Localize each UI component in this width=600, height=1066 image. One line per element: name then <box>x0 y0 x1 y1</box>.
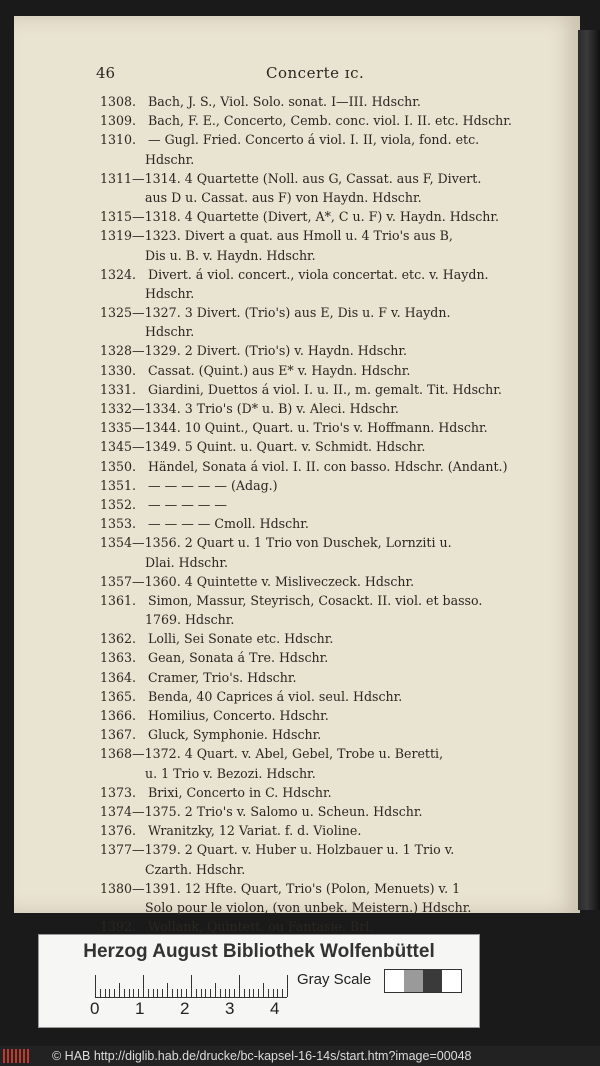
entry-continuation-line <box>100 898 542 917</box>
catalog-entry <box>100 572 542 591</box>
entry-text: Dlai. Hdschr. <box>145 554 228 570</box>
ruler-tick <box>153 989 154 997</box>
entry-number: 1362. <box>100 631 137 647</box>
gray-swatch <box>442 970 461 992</box>
entry-first-line <box>100 380 542 399</box>
entry-continuation-line <box>100 860 542 879</box>
entry-number: 1311—1314. <box>100 170 181 186</box>
entry-number: 1351. <box>100 477 137 493</box>
catalog-entry <box>100 495 542 514</box>
ruler-tick <box>119 983 120 997</box>
entry-number: 1309. <box>100 113 137 129</box>
entry-continuation-line <box>100 322 542 341</box>
entry-text: Gean, Sonata á Tre. Hdschr. <box>148 650 329 666</box>
catalog-entry <box>100 207 542 226</box>
catalog-entry <box>100 437 542 456</box>
ruler-tick <box>268 989 269 997</box>
entry-first-line <box>100 418 542 437</box>
catalog-entry <box>100 226 542 264</box>
ruler-tick <box>167 983 168 997</box>
entry-number: 1345—1349. <box>100 439 181 455</box>
library-name: Herzog August Bibliothek Wolfenbüttel <box>83 941 435 962</box>
catalog-entries <box>100 92 542 936</box>
catalog-entry <box>100 514 542 533</box>
entry-number: 1373. <box>100 784 137 800</box>
footer-copyright-link[interactable]: © HAB http://diglib.hab.de/drucke/bc-kapsel-16-14s/start.htm?image=00048 <box>52 1049 472 1063</box>
entry-first-line <box>100 207 542 226</box>
catalog-entry <box>100 130 542 168</box>
entry-number: 1367. <box>100 727 137 743</box>
ruler-tick <box>162 989 163 997</box>
entry-first-line <box>100 783 542 802</box>
entry-first-line <box>100 169 542 188</box>
ruler-tick <box>138 989 139 997</box>
entry-text: Simon, Massur, Steyrisch, Cosackt. II. viol. et basso. <box>148 592 483 608</box>
entry-number: 1364. <box>100 669 137 685</box>
catalog-entry <box>100 802 542 821</box>
ruler-tick <box>220 989 221 997</box>
catalog-entry <box>100 380 542 399</box>
hab-logo-icon <box>3 1049 29 1063</box>
entry-number: 1363. <box>100 650 137 666</box>
catalog-entry <box>100 399 542 418</box>
entry-number: 1310. <box>100 132 137 148</box>
ruler-tick <box>249 989 250 997</box>
entry-first-line <box>100 879 542 898</box>
catalog-entry <box>100 706 542 725</box>
entry-number: 1353. <box>100 516 137 532</box>
ruler-tick <box>258 989 259 997</box>
entry-text: Divert. á viol. concert., viola concertat. etc. v. Haydn. <box>148 266 489 282</box>
catalog-entry <box>100 265 542 303</box>
gray-swatch <box>423 970 442 992</box>
ruler-tick <box>100 989 101 997</box>
entry-number: 1332—1334. <box>100 401 181 416</box>
entry-number: 1352. <box>100 496 137 512</box>
entry-continuation-line <box>100 553 542 572</box>
entry-text: 10 Quint., Quart. u. Trio's v. Hoffmann. Hdschr. <box>184 420 488 436</box>
ruler-tick <box>201 989 202 997</box>
footer-bar <box>0 1046 600 1066</box>
ruler-tick <box>181 989 182 997</box>
page-edge <box>578 30 600 910</box>
entry-first-line <box>100 341 542 360</box>
catalog-entry <box>100 533 542 571</box>
entry-first-line <box>100 668 542 687</box>
entry-first-line <box>100 514 542 533</box>
ruler-tick <box>239 975 240 997</box>
ruler-tick <box>210 989 211 997</box>
entry-number: 1319—1323. <box>100 228 181 244</box>
ruler-tick <box>215 983 216 997</box>
entry-first-line <box>100 476 542 495</box>
entry-text: Hdschr. <box>145 285 195 301</box>
color-calibration-card <box>38 934 480 1028</box>
entry-first-line <box>100 706 542 725</box>
entry-number: 1324. <box>100 266 137 282</box>
entry-first-line <box>100 495 542 514</box>
ruler-tick <box>244 989 245 997</box>
ruler-tick <box>133 989 134 997</box>
entry-text: 4 Quartette (Divert, A*, C u. F) v. Haydn. Hdschr. <box>184 209 500 225</box>
entry-number: 1365. <box>100 688 137 704</box>
entry-text: — — — — — (Adag.) <box>148 477 278 493</box>
ruler-tick <box>273 989 274 997</box>
entry-text: Hdschr. <box>145 324 195 340</box>
entry-continuation-line <box>100 764 542 783</box>
entry-first-line <box>100 399 542 418</box>
ruler-tick <box>287 975 288 997</box>
entry-number: 1374—1375. <box>100 803 181 819</box>
ruler-label: 3 <box>225 999 235 1018</box>
entry-text: Wranitzky, 12 Variat. f. d. Violine. <box>148 823 362 839</box>
ruler-tick <box>129 989 130 997</box>
entry-text: Cassat. (Quint.) aus E* v. Haydn. Hdschr. <box>148 362 411 378</box>
ruler-tick <box>148 989 149 997</box>
entry-text: Brixi, Concerto in C. Hdschr. <box>148 784 332 800</box>
entry-text: 2 Quart. v. Huber u. Holzbauer u. 1 Trio v. <box>184 842 455 858</box>
entry-first-line <box>100 802 542 821</box>
ruler-tick <box>105 989 106 997</box>
entry-number: 1392. <box>100 919 137 935</box>
entry-text: Bach, J. S., Viol. Solo. sonat. I—III. Hdschr. <box>148 94 421 109</box>
entry-text: Gluck, Symphonie. Hdschr. <box>148 727 322 743</box>
entry-first-line <box>100 725 542 744</box>
entry-text: 2 Divert. (Trio's) v. Haydn. Hdschr. <box>184 343 408 359</box>
entry-number: 1368—1372. <box>100 746 181 762</box>
entry-number: 1357—1360. <box>100 573 181 589</box>
entry-first-line <box>100 111 542 130</box>
catalog-entry <box>100 744 542 782</box>
entry-number: 1335—1344. <box>100 420 181 436</box>
entry-text: Händel, Sonata á viol. I. II. con basso. Hdschr. (Andant.) <box>148 458 508 474</box>
catalog-entry <box>100 591 542 629</box>
entry-first-line <box>100 533 542 552</box>
entry-first-line <box>100 92 542 111</box>
gray-swatch <box>404 970 423 992</box>
catalog-entry <box>100 668 542 687</box>
ruler-tick <box>177 989 178 997</box>
entry-first-line <box>100 361 542 380</box>
entry-first-line <box>100 648 542 667</box>
entry-number: 1328—1329. <box>100 343 181 359</box>
entry-text: — Gugl. Fried. Concerto á viol. I. II, viola, fond. etc. <box>148 132 480 148</box>
ruler-label: 0 <box>90 999 100 1018</box>
entry-text: 3 Divert. (Trio's) aus E, Dis u. F v. Haydn. <box>184 305 451 321</box>
entry-continuation-line <box>100 610 542 629</box>
gray-scale-label: Gray Scale <box>297 971 372 988</box>
entry-text: Wollank, Quintett. ou Fantasie. Brl. <box>148 919 374 935</box>
ruler-tick <box>205 989 206 997</box>
entry-text: 4 Quart. v. Abel, Gebel, Trobe u. Beretti, <box>184 746 444 762</box>
entry-text: aus D u. Cassat. aus F) von Haydn. Hdschr. <box>145 189 422 205</box>
entry-number: 1361. <box>100 592 137 608</box>
entry-first-line <box>100 437 542 456</box>
catalog-entry <box>100 361 542 380</box>
ruler-tick <box>143 975 144 997</box>
entry-continuation-line <box>100 246 542 265</box>
catalog-entry <box>100 92 542 111</box>
entry-text: Hdschr. <box>145 151 195 167</box>
entry-text: Divert a quat. aus Hmoll u. 4 Trio's aus B, <box>184 228 453 244</box>
entry-text: Benda, 40 Caprices á viol. seul. Hdschr. <box>148 688 403 704</box>
entry-text: 2 Quart u. 1 Trio von Duschek, Lornziti u. <box>184 535 452 551</box>
entry-first-line <box>100 687 542 706</box>
ruler-tick <box>282 989 283 997</box>
entry-first-line <box>100 226 542 245</box>
entry-number: 1350. <box>100 458 137 474</box>
ruler-tick <box>124 989 125 997</box>
entry-first-line <box>100 840 542 859</box>
ruler-tick <box>225 989 226 997</box>
ruler-tick <box>186 989 187 997</box>
entry-first-line <box>100 629 542 648</box>
ruler-tick <box>196 989 197 997</box>
entry-first-line <box>100 591 542 610</box>
entry-text: Bach, F. E., Concerto, Cemb. conc. viol. I. II. etc. Hdschr. <box>148 113 512 129</box>
ruler-label: 1 <box>135 999 145 1018</box>
ruler-tick <box>172 989 173 997</box>
entry-text: Solo pour le violon, (von unbek. Meistern.) Hdschr. <box>145 899 472 915</box>
entry-number: 1376. <box>100 823 137 839</box>
entry-number: 1377—1379. <box>100 842 181 858</box>
catalog-entry <box>100 169 542 207</box>
catalog-entry <box>100 725 542 744</box>
entry-number: 1331. <box>100 381 137 397</box>
entry-text: — — — — Cmoll. Hdschr. <box>148 516 309 532</box>
ruler-tick <box>263 983 264 997</box>
ruler-tick <box>157 989 158 997</box>
entry-first-line <box>100 572 542 591</box>
entry-first-line <box>100 130 542 149</box>
entry-first-line <box>100 744 542 763</box>
catalog-entry <box>100 648 542 667</box>
entry-first-line <box>100 265 542 284</box>
entry-text: 12 Hfte. Quart, Trio's (Polon, Menuets) v. 1 <box>184 880 461 896</box>
ruler-scale <box>95 971 287 998</box>
entry-number: 1325—1327. <box>100 305 181 321</box>
entry-number: 1380—1391. <box>100 880 181 896</box>
entry-text: u. 1 Trio v. Bezozi. Hdschr. <box>145 765 316 781</box>
entry-continuation-line <box>100 150 542 169</box>
entry-text: 1769. Hdschr. <box>145 612 235 628</box>
entry-first-line <box>100 821 542 840</box>
ruler-tick <box>277 989 278 997</box>
ruler-tick <box>253 989 254 997</box>
entry-number: 1366. <box>100 708 137 723</box>
entry-text: Homilius, Concerto. Hdschr. <box>148 708 329 723</box>
entry-text: Czarth. Hdschr. <box>145 861 246 877</box>
ruler-tick <box>95 975 96 997</box>
gray-scale-swatches <box>384 969 462 993</box>
entry-continuation-line <box>100 284 542 303</box>
entry-first-line <box>100 457 542 476</box>
ruler-tick <box>229 989 230 997</box>
ruler-tick <box>109 989 110 997</box>
entry-text: 4 Quartette (Noll. aus G, Cassat. aus F, Divert. <box>184 170 482 186</box>
entry-number: 1330. <box>100 362 137 378</box>
page-number: 46 <box>96 64 116 82</box>
entry-text: Giardini, Duettos á viol. I. u. II., m. gemalt. Tit. Hdschr. <box>148 381 502 397</box>
catalog-entry <box>100 457 542 476</box>
ruler-tick <box>114 989 115 997</box>
ruler-label: 2 <box>180 999 190 1018</box>
entry-number: 1315—1318. <box>100 209 181 225</box>
entry-text: 4 Quintette v. Misliveczeck. Hdschr. <box>184 573 415 589</box>
catalog-entry <box>100 341 542 360</box>
entry-continuation-line <box>100 188 542 207</box>
catalog-entry <box>100 418 542 437</box>
catalog-entry <box>100 840 542 878</box>
entry-text: Lolli, Sei Sonate etc. Hdschr. <box>148 631 334 647</box>
running-head: Concerte ɪc. <box>266 64 365 82</box>
entry-text: — — — — — <box>148 496 227 512</box>
catalog-entry <box>100 629 542 648</box>
catalog-entry <box>100 476 542 495</box>
entry-text: Dis u. B. v. Haydn. Hdschr. <box>145 247 316 263</box>
gray-swatch <box>385 970 404 992</box>
entry-number: 1308. <box>100 94 137 109</box>
entry-text: 2 Trio's v. Salomo u. Scheun. Hdschr. <box>184 803 423 819</box>
ruler-tick <box>191 975 192 997</box>
entry-text: Cramer, Trio's. Hdschr. <box>148 669 297 685</box>
catalog-entry <box>100 879 542 917</box>
catalog-entry <box>100 303 542 341</box>
page-header <box>96 64 536 88</box>
ruler-tick <box>234 989 235 997</box>
entry-number: 1354—1356. <box>100 535 181 551</box>
catalog-entry <box>100 687 542 706</box>
entry-text: 3 Trio's (D* u. B) v. Aleci. Hdschr. <box>184 401 399 416</box>
entry-text: 5 Quint. u. Quart. v. Schmidt. Hdschr. <box>184 439 426 455</box>
catalog-entry <box>100 783 542 802</box>
entry-first-line <box>100 303 542 322</box>
catalog-entry <box>100 821 542 840</box>
catalog-entry <box>100 111 542 130</box>
ruler-label: 4 <box>270 999 280 1018</box>
